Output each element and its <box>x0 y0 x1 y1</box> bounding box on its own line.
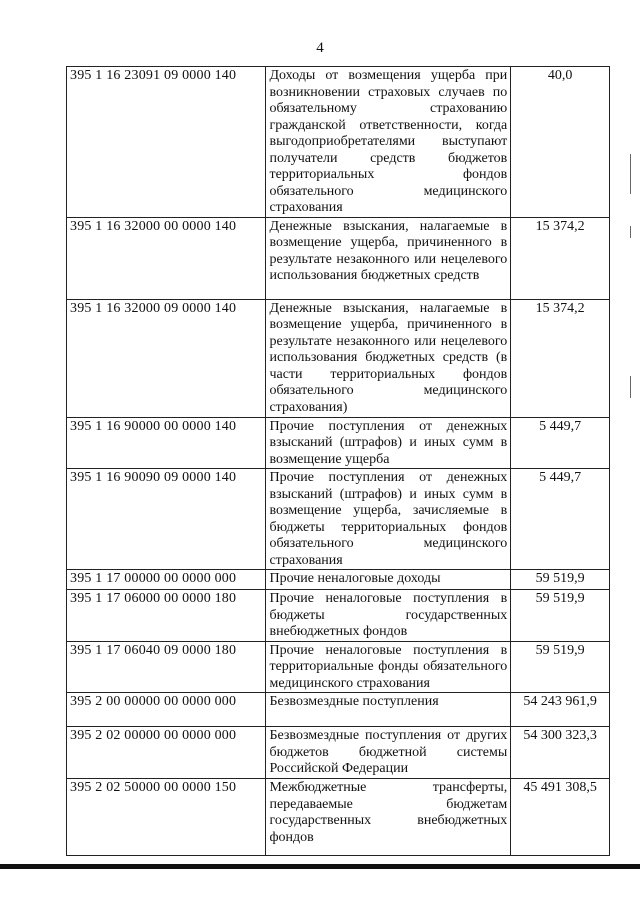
page-number: 4 <box>316 40 324 56</box>
amount: 5 449,7 <box>511 469 610 570</box>
revenue-description: Безвозмездные поступления <box>266 693 511 727</box>
revenue-description: Прочие поступления от денежных взысканий (штрафов) и иных сумм в возмещение ущерба <box>266 417 511 469</box>
budget-code: 395 2 02 00000 00 0000 000 <box>67 727 266 779</box>
budget-code: 395 1 16 32000 09 0000 140 <box>67 299 266 417</box>
table-row <box>67 67 610 218</box>
revenue-description: Прочие поступления от денежных взысканий (штрафов) и иных сумм в возмещение ущерба, зачисляемые в бюджеты территориальных фондов обязательного медицинского страхования <box>266 469 511 570</box>
revenue-description: Денежные взыскания, налагаемые в возмещение ущерба, причиненного в результате незаконного или нецелевого использования бюджетных средств (в части территориальных фондов обязательного медицинского страхования) <box>266 299 511 417</box>
revenue-description: Денежные взыскания, налагаемые в возмещение ущерба, причиненного в результате незаконного или нецелевого использования бюджетных средств <box>266 217 511 299</box>
table-row <box>67 641 610 693</box>
amount: 54 243 961,9 <box>511 693 610 727</box>
table-row <box>67 779 610 856</box>
budget-code: 395 1 16 90090 09 0000 140 <box>67 469 266 570</box>
table-row <box>67 693 610 727</box>
amount: 54 300 323,3 <box>511 727 610 779</box>
table-row <box>67 417 610 469</box>
revenue-description: Безвозмездные поступления от других бюджетов бюджетной системы Российской Федерации <box>266 727 511 779</box>
amount: 15 374,2 <box>511 299 610 417</box>
revenue-description: Прочие неналоговые поступления в территориальные фонды обязательного медицинского страхования <box>266 641 511 693</box>
amount: 15 374,2 <box>511 217 610 299</box>
table-row <box>67 469 610 570</box>
table-row <box>67 727 610 779</box>
amount: 5 449,7 <box>511 417 610 469</box>
amount: 59 519,9 <box>511 590 610 642</box>
table-row <box>67 299 610 417</box>
budget-code: 395 1 17 00000 00 0000 000 <box>67 570 266 590</box>
revenue-description: Прочие неналоговые доходы <box>266 570 511 590</box>
budget-code: 395 1 17 06000 00 0000 180 <box>67 590 266 642</box>
budget-code: 395 1 16 90000 00 0000 140 <box>67 417 266 469</box>
table-row <box>67 590 610 642</box>
budget-code: 395 2 00 00000 00 0000 000 <box>67 693 266 727</box>
revenue-description: Доходы от возмещения ущерба при возникновении страховых случаев по обязательному страхованию гражданской ответственности, когда выгодоприобретателями выступают получатели средств бюджетов территориальных фондов обязательного медицинского страхования <box>266 67 511 218</box>
amount: 59 519,9 <box>511 570 610 590</box>
amount: 40,0 <box>511 67 610 218</box>
table-row <box>67 570 610 590</box>
amount: 59 519,9 <box>511 641 610 693</box>
scan-margin-line <box>630 376 631 398</box>
scan-margin-line <box>630 226 631 238</box>
revenue-table <box>66 66 610 856</box>
budget-code: 395 1 16 23091 09 0000 140 <box>67 67 266 218</box>
revenue-description: Межбюджетные трансферты, передаваемые бюджетам государственных внебюджетных фондов <box>266 779 511 856</box>
scan-margin-line <box>630 154 631 194</box>
table-row <box>67 217 610 299</box>
amount: 45 491 308,5 <box>511 779 610 856</box>
scan-edge-rule <box>0 864 640 869</box>
revenue-description: Прочие неналоговые поступления в бюджеты государственных внебюджетных фондов <box>266 590 511 642</box>
budget-code: 395 2 02 50000 00 0000 150 <box>67 779 266 856</box>
budget-code: 395 1 17 06040 09 0000 180 <box>67 641 266 693</box>
budget-code: 395 1 16 32000 00 0000 140 <box>67 217 266 299</box>
